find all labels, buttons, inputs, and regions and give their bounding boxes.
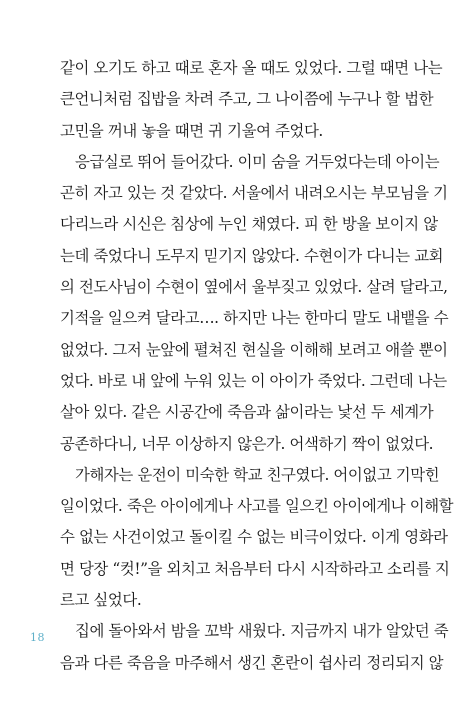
body-text — [60, 53, 454, 679]
text-line: 의 전도사님이 수현이 옆에서 울부짖고 있었다. 살려 달라고, — [60, 278, 448, 297]
text-line: 곤히 자고 있는 것 같았다. 서울에서 내려오시는 부모님을 기 — [60, 184, 448, 203]
paragraph — [60, 616, 449, 679]
text-line: 기적을 일으켜 달라고…. 하지만 나는 한마디 말도 내뱉을 수 — [60, 309, 449, 328]
text-line: 르고 싶었다. — [60, 591, 142, 610]
text-line: 수 없는 사건이었고 돌이킬 수 없는 비극이었다. 이게 영화라 — [60, 528, 448, 547]
text-line: 일이었다. 죽은 아이에게나 사고를 일으킨 아이에게나 이해할 — [60, 497, 454, 516]
text-line: 살아 있다. 같은 시공간에 죽음과 삶이라는 낯선 두 세계가 — [60, 403, 434, 422]
paragraph — [60, 53, 443, 147]
text-line: 없었다. 그저 눈앞에 펼쳐진 현실을 이해해 보려고 애쓸 뿐이 — [60, 340, 448, 359]
paragraph — [60, 147, 449, 460]
text-line: 집에 돌아와서 밤을 꼬박 새웠다. 지금까지 내가 알았던 죽 — [75, 622, 449, 641]
paragraph — [60, 460, 454, 616]
text-line: 다리느라 시신은 침상에 누인 채였다. 피 한 방울 보이지 않 — [60, 215, 438, 234]
page-number: 18 — [30, 631, 45, 644]
text-line: 었다. 바로 내 앞에 누워 있는 이 아이가 죽었다. 그런데 나는 — [60, 371, 447, 390]
text-line: 음과 다른 죽음을 마주해서 생긴 혼란이 쉽사리 정리되지 않 — [60, 653, 444, 672]
text-line: 고민을 꺼내 놓을 때면 귀 기울여 주었다. — [60, 121, 323, 140]
text-line: 가해자는 운전이 미숙한 학교 친구였다. 어이없고 기막힌 — [75, 465, 440, 484]
text-line: 응급실로 뛰어 들어갔다. 이미 숨을 거두었다는데 아이는 — [75, 152, 440, 171]
text-line: 면 당장 “컷!”을 외치고 처음부터 다시 시작하라고 소리를 지 — [60, 559, 450, 578]
text-line: 는데 죽었다니 도무지 믿기지 않았다. 수현이가 다니는 교회 — [60, 246, 444, 265]
text-line: 공존하다니, 너무 이상하지 않은가. 어색하기 짝이 없었다. — [60, 434, 434, 453]
text-line: 같이 오기도 하고 때로 혼자 올 때도 있었다. 그럴 때면 나는 — [60, 59, 443, 77]
text-line: 큰언니처럼 집밥을 차려 주고, 그 나이쯤에 누구나 할 법한 — [60, 90, 434, 109]
